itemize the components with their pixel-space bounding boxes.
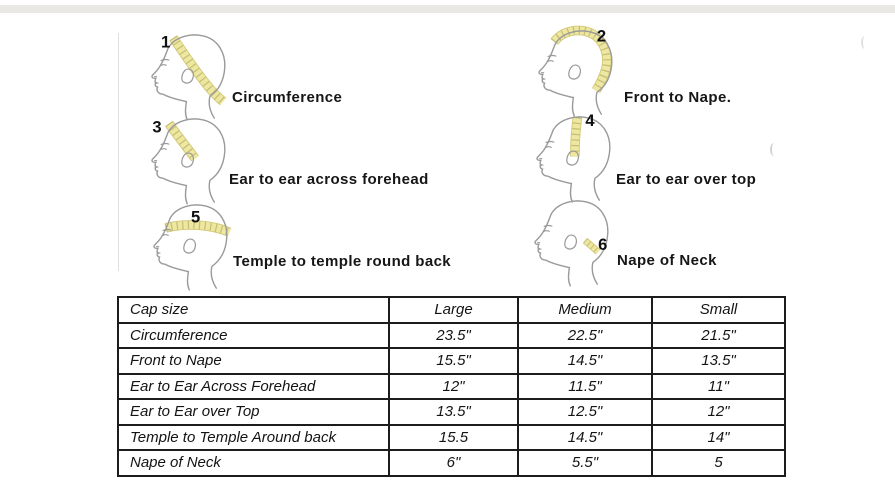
table-row (118, 425, 785, 451)
row-label: Ear to Ear over Top (118, 399, 389, 425)
table-row (118, 450, 785, 476)
col-header-large: Large (389, 297, 518, 323)
value-medium: 14.5" (518, 425, 652, 451)
row-label: Front to Nape (118, 348, 389, 374)
value-large: 6" (389, 450, 518, 476)
cap-size-table (117, 296, 786, 477)
scan-artifact (770, 143, 778, 156)
figure-number: 6 (598, 235, 608, 255)
col-header-medium: Medium (518, 297, 652, 323)
table-header-row (118, 297, 785, 323)
value-medium: 11.5" (518, 374, 652, 400)
value-medium: 14.5" (518, 348, 652, 374)
head-diagram-temple-to-temple (135, 200, 240, 296)
measuring-tape-icon (575, 117, 578, 156)
value-large: 15.5" (389, 348, 518, 374)
label-front-to-nape: Front to Nape. (624, 89, 732, 106)
table-row (118, 323, 785, 349)
figure-number: 5 (190, 207, 201, 227)
head-diagram-ear-to-ear-over-top (518, 112, 623, 208)
value-small: 14" (652, 425, 785, 451)
value-large: 13.5" (389, 399, 518, 425)
figure-number: 2 (596, 26, 607, 46)
top-edge-strip (0, 5, 895, 13)
measuring-tape-icon (585, 241, 598, 252)
row-label: Circumference (118, 323, 389, 349)
value-medium: 22.5" (518, 323, 652, 349)
head-diagram-front-to-nape (520, 26, 625, 122)
head-profile-icon (152, 119, 225, 204)
label-ear-to-ear-forehead: Ear to ear across forehead (229, 171, 429, 188)
head-diagram-nape-of-neck (516, 196, 621, 292)
scan-edge-line (118, 33, 119, 271)
row-label: Nape of Neck (118, 450, 389, 476)
label-nape-of-neck: Nape of Neck (617, 252, 717, 269)
scan-artifact (861, 36, 869, 49)
table-row (118, 399, 785, 425)
col-header-cap-size: Cap size (118, 297, 389, 323)
value-small: 12" (652, 399, 785, 425)
label-ear-to-ear-over-top: Ear to ear over top (616, 171, 757, 188)
figure-number: 4 (585, 110, 595, 130)
value-medium: 5.5" (518, 450, 652, 476)
head-profile-icon (535, 201, 608, 286)
measuring-tape-icon (169, 124, 195, 159)
figure-number: 1 (161, 32, 171, 52)
label-circumference: Circumference (232, 89, 343, 106)
value-small: 21.5" (652, 323, 785, 349)
head-diagram-circumference (133, 30, 238, 126)
col-header-small: Small (652, 297, 785, 323)
label-temple-to-temple: Temple to temple round back (233, 253, 452, 270)
value-medium: 12.5" (518, 399, 652, 425)
figure-number: 3 (152, 117, 162, 137)
value-small: 5 (652, 450, 785, 476)
row-label: Ear to Ear Across Forehead (118, 374, 389, 400)
table-row (118, 374, 785, 400)
table-row (118, 348, 785, 374)
row-label: Temple to Temple Around back (118, 425, 389, 451)
value-small: 13.5" (652, 348, 785, 374)
value-large: 15.5 (389, 425, 518, 451)
value-large: 23.5" (389, 323, 518, 349)
value-small: 11" (652, 374, 785, 400)
head-diagram-ear-to-ear-forehead (133, 114, 238, 210)
value-large: 12" (389, 374, 518, 400)
